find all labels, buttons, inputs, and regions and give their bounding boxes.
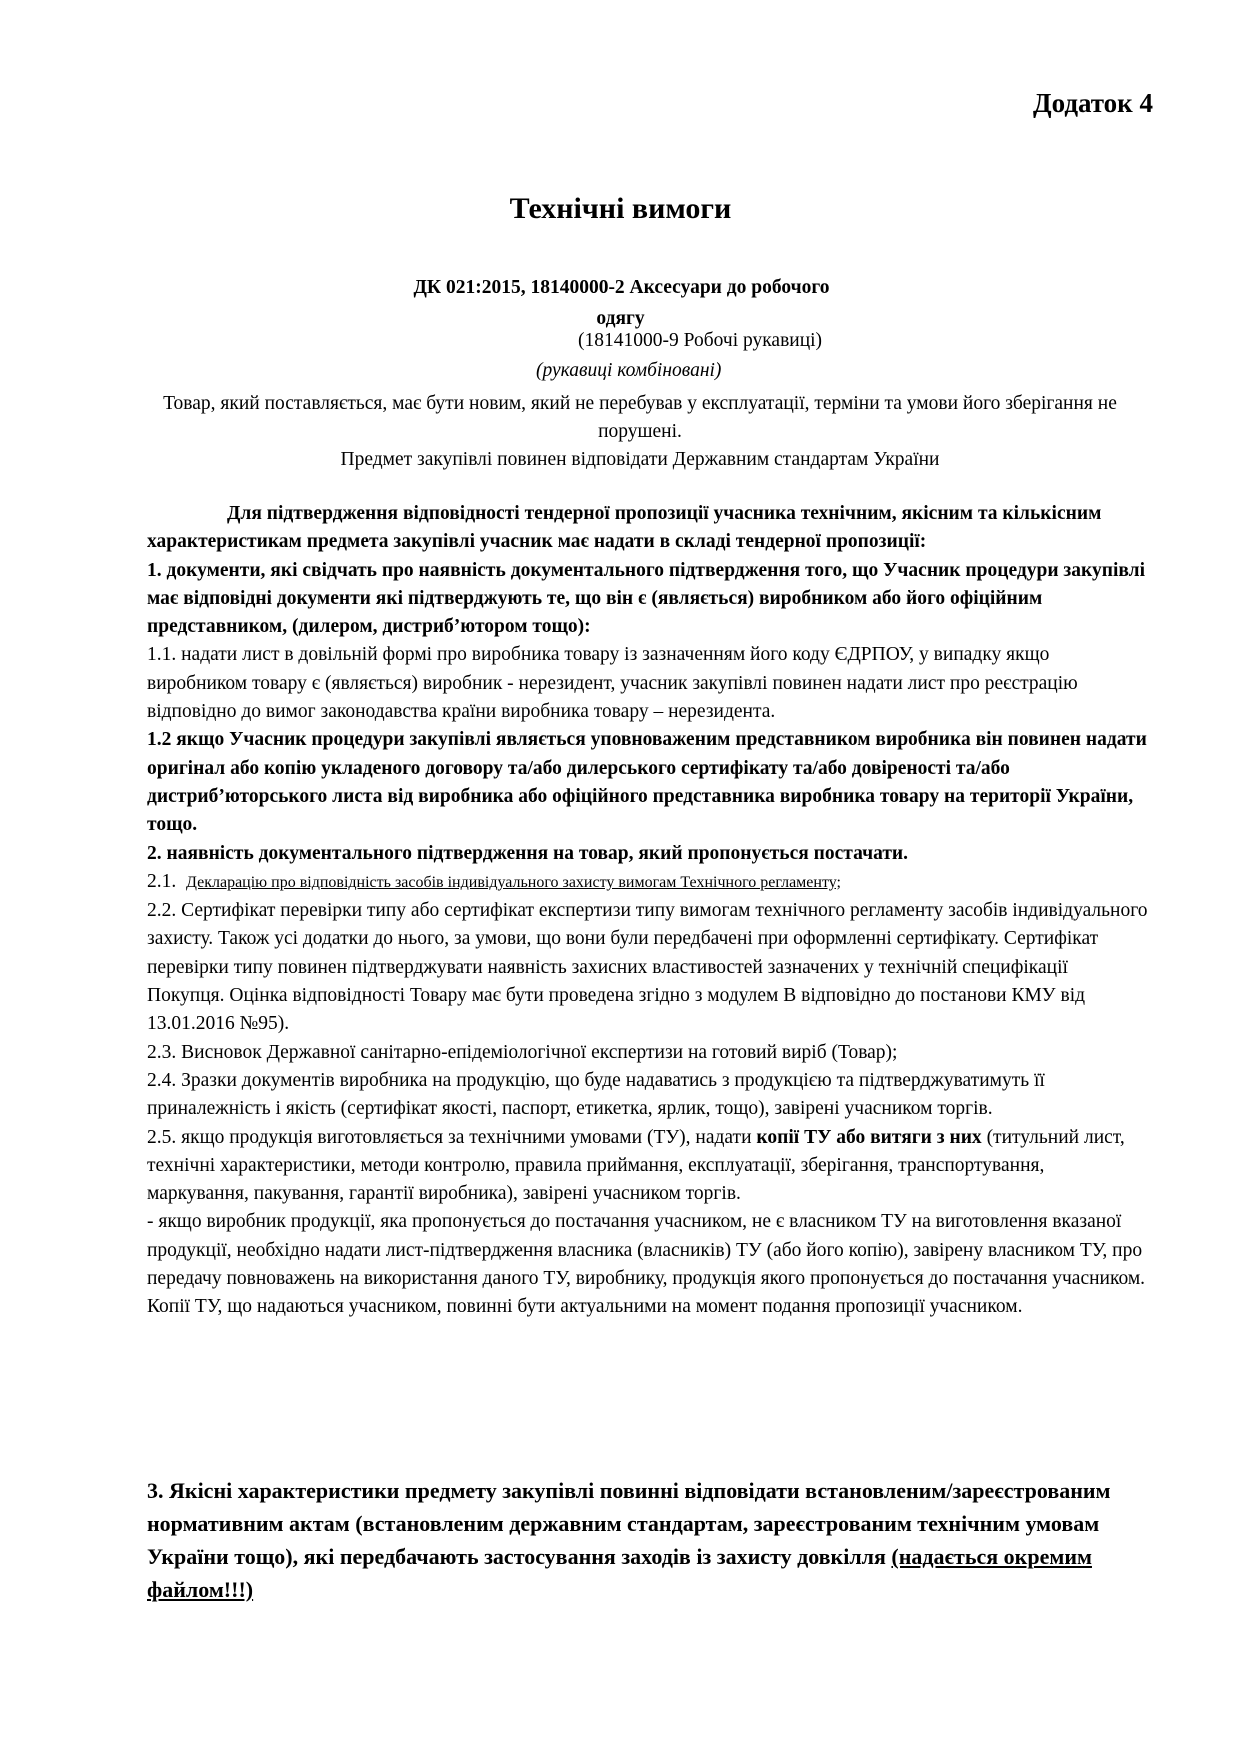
product-code: (18141000-9 Робочі рукавиці) <box>578 330 823 351</box>
req-2-4: 2.4. Зразки документів виробника на продукцію, що буде надаватись з продукцією та підтверджуватимуть її приналежність і якість (сертифікат якості, паспорт, етикетка, ярлик, тощо), завірені учасником торгів. <box>147 1069 1045 1120</box>
requirements-body <box>147 500 1149 1322</box>
dk-line-2: одягу <box>596 308 645 329</box>
req-2-5-owner: - якщо виробник продукції, яка пропонується до постачання учасником, не є власником ТУ на виготовлення вказаної продукції, необхідно надати лист-підтвердження власника (власників) ТУ (або його копію), завірену власником ТУ, про передачу повноважень на використання даного ТУ, виробнику, продукція якого пропонується до постачання учасником. <box>147 1211 1146 1290</box>
lead-paragraph: Для підтвердження відповідності тендерної пропозиції учасника технічним, якісним та кількісним характеристикам предмета закупівлі учасник має надати в складі тендерної пропозиції: <box>147 503 1102 553</box>
req-1: 1. документи, які свідчать про наявність документального підтвердження того, що Учасник процедури закупівлі має відповідні документи які підтверджують те, що він є (являється) виробником або його офіційним представником, (дилером, дистриб’ютором тощо): <box>147 559 1146 638</box>
req-2-5-start: 2.5. якщо продукція виготовляється за технічними умовами (ТУ), надати <box>147 1126 757 1148</box>
req-2-2: 2.2. Сертифікат перевірки типу або сертифікат експертизи типу вимогам технічного регламенту засобів індивідуального захисту. Також усі додатки до нього, за умови, що вони були передбачені при оформленні сертифікату. Сертифікат перевірки типу повинен підтверджувати наявність захисних властивостей зазначених у технічній специфікації Покупця. Оцінка відповідності Товару має бути проведена згідно з модулем В відповідно до постанови КМУ від 13.01.2016 №95). <box>147 900 1148 1035</box>
req-2-5-end: (титульний лист, технічні характеристики, методи контролю, правила приймання, експлуатації, зберігання, транспортування, маркування, пакування, гарантії виробника), завірені учасником торгів. <box>147 1126 1125 1205</box>
intro-block <box>140 390 1140 474</box>
req-2-3: 2.3. Висновок Державної санітарно-епідеміологічної експертизи на готовий виріб (Товар); <box>147 1041 898 1063</box>
req-3-note: (надається окремим файлом!!!) <box>147 1544 1092 1602</box>
req-2-1 <box>147 868 1149 897</box>
req-1-2: 1.2 якщо Учасник процедури закупівлі являється уповноваженим представником виробника він повинен надати оригінал або копію укладеного договору та/або дилерського сертифікату та/або довіреності та/або дистриб’юторського листа від виробника або офіційного представника виробника товару на території України, тощо. <box>147 729 1147 836</box>
req-3 <box>147 1474 1147 1606</box>
req-2: 2. наявність документального підтвердження на товар, який пропонується постачати. <box>147 842 909 864</box>
intro-condition: Товар, який поставляється, має бути новим, який не перебував у експлуатації, терміни та умови його зберігання не порушені. <box>163 393 1117 442</box>
dk-code-heading <box>0 272 1241 334</box>
product-kind: (рукавиці комбіновані) <box>536 360 722 381</box>
dk-line-1: ДК 021:2015, 18140000-2 Аксесуари до робочого <box>413 277 830 298</box>
req-2-1-number: 2.1. <box>147 870 177 892</box>
req-3-text: 3. Якісні характеристики предмету закупівлі повинні відповідати встановленим/зареєстрованим нормативним актам (встановленим державним стандартам, зареєстрованим технічним умовам України тощо), які передбачають застосування заходів із захисту довкілля <box>147 1478 1111 1569</box>
req-1-1: 1.1. надати лист в довільній формі про виробника товару із зазначенням його коду ЄДРПОУ, у випадку якщо виробником товару є (являється) виробник - нерезидент, учасник закупівлі повинен надати лист про реєстрацію відповідно до вимог законодавства країни виробника товару – нерезидента. <box>147 644 1078 723</box>
req-2-5-bold: копії ТУ або витяги з них <box>756 1126 982 1148</box>
intro-standard: Предмет закупівлі повинен відповідати Державним стандартам України <box>340 449 940 470</box>
req-2-5 <box>147 1124 1149 1209</box>
annex-label: Додаток 4 <box>1033 88 1153 118</box>
req-2-1-text: Декларацію про відповідність засобів індивідуального захисту вимогам Технічного регламенту; <box>186 873 841 891</box>
req-2-5-actual: Копії ТУ, що надаються учасником, повинні бути актуальними на момент подання пропозиції учасником. <box>147 1296 1023 1318</box>
page-title: Технічні вимоги <box>509 192 732 225</box>
